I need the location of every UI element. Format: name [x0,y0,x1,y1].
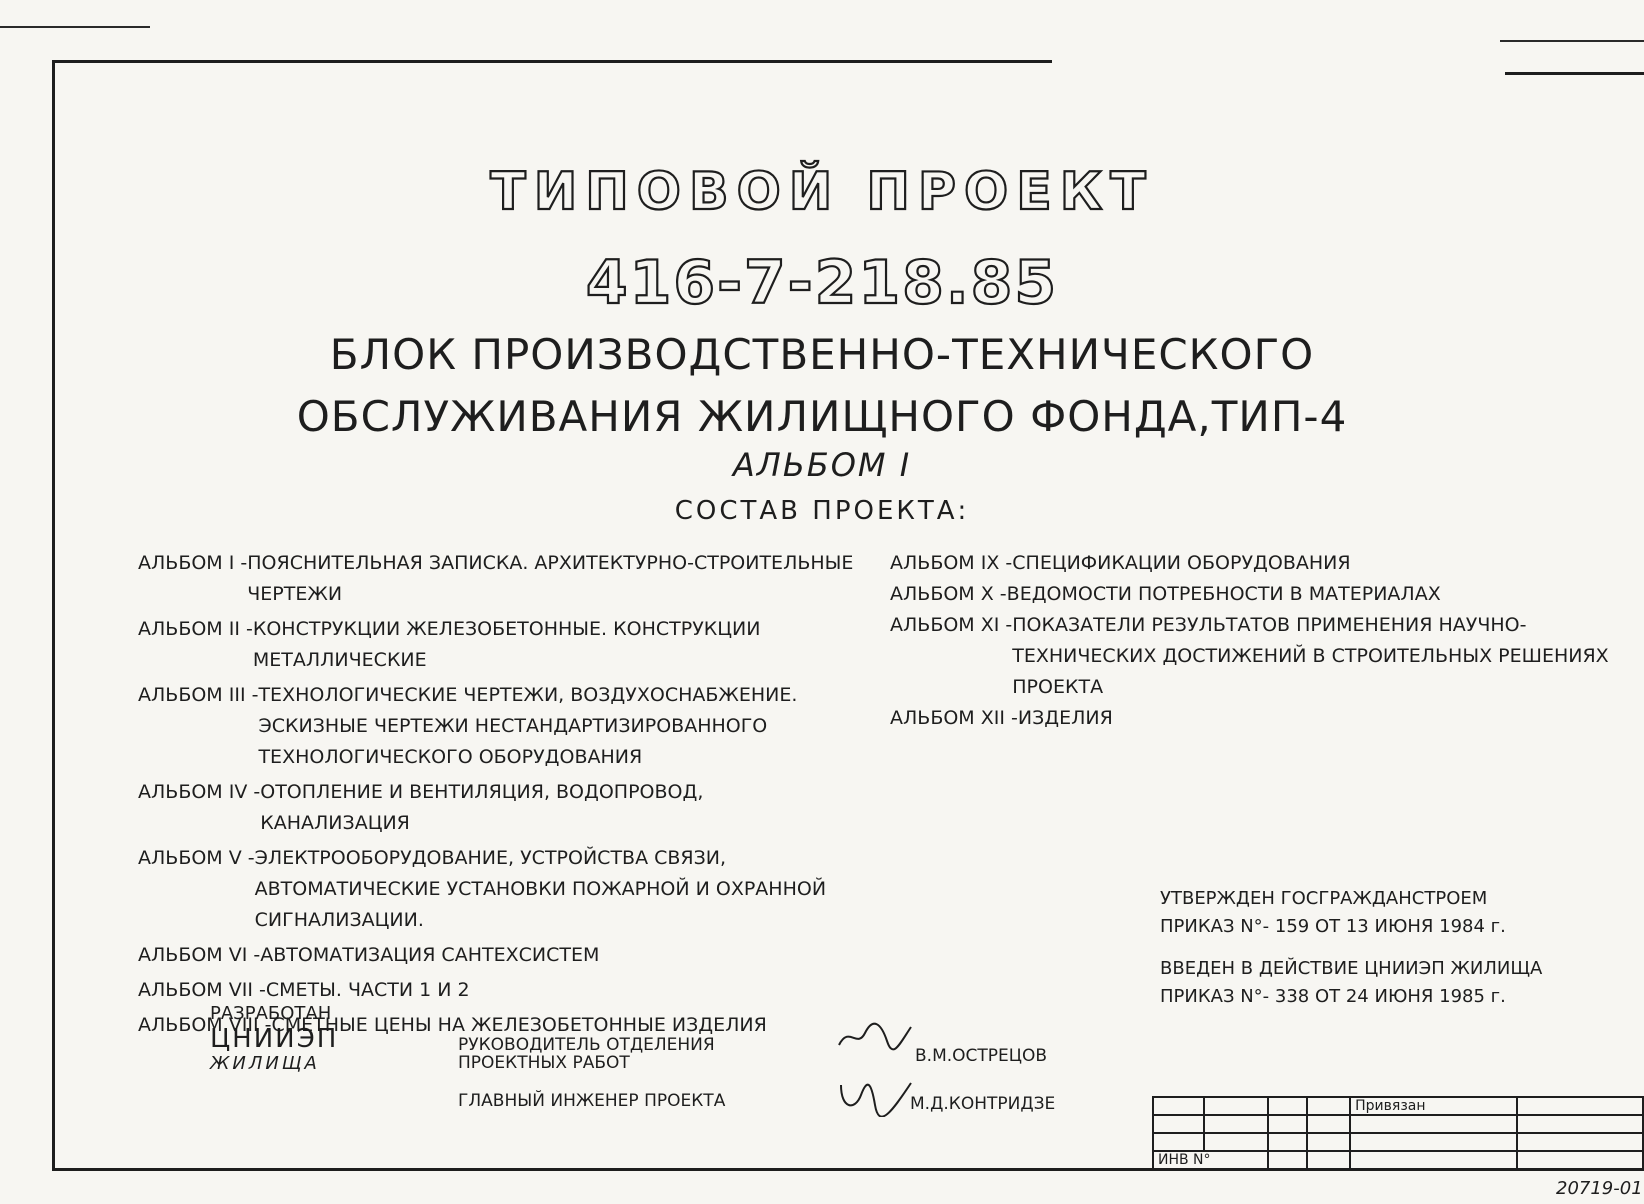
stamp-cell [1268,1097,1307,1115]
stamp-cell [1153,1133,1204,1151]
approval-line: ПРИКАЗ N°- 159 ОТ 13 ИЮНЯ 1984 г. [1160,916,1506,937]
stamp-cell [1268,1151,1307,1169]
stamp-cell [1517,1151,1643,1169]
signatory-role: РУКОВОДИТЕЛЬ ОТДЕЛЕНИЯ ПРОЕКТНЫХ РАБОТ [458,1035,715,1073]
stamp-cell [1307,1115,1350,1133]
stamp-cell [1307,1133,1350,1151]
album-entry-head: АЛЬБОМ III - [138,684,259,706]
album-entry-text: ЭЛЕКТРООБОРУДОВАНИЕ, УСТРОЙСТВА СВЯЗИ, АВТОМАТИЧЕСКИЕ УСТАНОВКИ ПОЖАРНОЙ И ОХРАННОЙ СИГНАЛИЗАЦИИ. [254,847,827,931]
handwritten-signature [835,1015,915,1055]
album-entry-head: АЛЬБОМ VII - [138,979,266,1001]
signatory-name: В.М.ОСТРЕЦОВ [915,1046,1048,1066]
album-entry-text: ТЕХНОЛОГИЧЕСКИЕ ЧЕРТЕЖИ, ВОЗДУХОСНАБЖЕНИЕ. ЭСКИЗНЫЕ ЧЕРТЕЖИ НЕСТАНДАРТИЗИРОВАННОГО ТЕХНОЛОГИЧЕСКОГО ОБОРУДОВАНИЯ [258,684,798,768]
developer-block [210,1002,338,1076]
stamp-cell [1517,1097,1643,1115]
stamp-cell [1204,1115,1268,1133]
stamp-cell [1268,1115,1307,1133]
developer-org-sub: ЖИЛИЩА [210,1053,320,1074]
album-entry-head: АЛЬБОМ VI - [138,944,261,966]
stamp-cell [1350,1133,1517,1151]
project-number: 416-7-218.85 [585,248,1059,318]
album-entry [890,703,1630,734]
album-entry-head: АЛЬБОМ X - [890,583,1007,605]
title-block-table [1152,1096,1644,1170]
stamp-cell [1517,1115,1643,1133]
album-entry [890,548,1630,579]
album-entry-head: АЛЬБОМ V - [138,847,255,869]
album-entry-text: ИЗДЕЛИЯ [1017,707,1113,729]
stamp-cell [1517,1133,1643,1151]
developer-label: РАЗРАБОТАН [210,1003,332,1024]
stamp-cell [1204,1133,1268,1151]
album-entry-text: ПОКАЗАТЕЛИ РЕЗУЛЬТАТОВ ПРИМЕНЕНИЯ НАУЧНО-ТЕХНИЧЕСКИХ ДОСТИЖЕНИЙ В СТРОИТЕЛЬНЫХ РЕШЕНИЯХ ПРОЕКТА [1012,614,1609,698]
album-entry-text: АВТОМАТИЗАЦИЯ САНТЕХСИСТЕМ [260,944,600,966]
frame-top-line [52,60,1052,63]
stamp-cell [1350,1115,1517,1133]
album-entry [890,610,1630,703]
album-entry [138,777,858,839]
album-entry-head: АЛЬБОМ IX - [890,552,1013,574]
approval-gap [1160,941,1542,955]
frame-outer-top-line [0,26,150,28]
stamp-cell [1307,1151,1350,1169]
document-number: 20719-01 [1556,1178,1643,1199]
frame-right-top-line [1505,72,1644,75]
stamp-cell [1268,1133,1307,1151]
document-title: ТИПОВОЙ ПРОЕКТ [490,162,1154,222]
developer-org: ЦНИИЭП [210,1024,339,1054]
signatory-role: ГЛАВНЫЙ ИНЖЕНЕР ПРОЕКТА [458,1091,726,1111]
album-entry [138,614,858,676]
album-list-right [890,548,1630,734]
album-entry-head: АЛЬБОМ I - [138,552,248,574]
stamp-cell [1307,1097,1350,1115]
album-entry-text: КОНСТРУКЦИИ ЖЕЛЕЗОБЕТОННЫЕ. КОНСТРУКЦИИ МЕТАЛЛИЧЕСКИЕ [252,618,761,671]
album-entry-text: ВЕДОМОСТИ ПОТРЕБНОСТИ В МАТЕРИАЛАХ [1006,583,1441,605]
project-name-line-2: ОБСЛУЖИВАНИЯ ЖИЛИЩНОГО ФОНДА,ТИП-4 [296,392,1348,441]
stamp-cell [1153,1115,1204,1133]
stamp-cell [1204,1097,1268,1115]
album-entry [138,680,858,773]
stamp-inv-label: ИНВ N° [1153,1151,1268,1169]
handwritten-signature [835,1075,915,1117]
signatory-name: М.Д.КОНТРИДЗЕ [910,1094,1056,1114]
approval-line: УТВЕРЖДЕН ГОСГРАЖДАНСТРОЕМ [1160,888,1488,909]
album-entry-text: СПЕЦИФИКАЦИИ ОБОРУДОВАНИЯ [1012,552,1351,574]
album-entry-text: ПОЯСНИТЕЛЬНАЯ ЗАПИСКА. АРХИТЕКТУРНО-СТРОИТЕЛЬНЫЕ ЧЕРТЕЖИ [247,552,854,605]
album-entry [890,579,1630,610]
album-title: АЛЬБОМ I [732,446,912,484]
album-entry-head: АЛЬБОМ IV - [138,781,261,803]
album-entry [138,548,858,610]
frame-outer-right-line [1500,40,1644,42]
album-entry-text: СМЕТНЫЕ ЦЕНЫ НА ЖЕЛЕЗОБЕТОННЫЕ ИЗДЕЛИЯ [271,1014,767,1036]
stamp-bound-label: Привязан [1350,1097,1517,1115]
approval-line: ВВЕДЕН В ДЕЙСТВИЕ ЦНИИЭП ЖИЛИЩА [1160,958,1543,979]
approval-block [1160,885,1542,1011]
composition-title: СОСТАВ ПРОЕКТА: [674,496,970,526]
project-name-line-1: БЛОК ПРОИЗВОДСТВЕННО-ТЕХНИЧЕСКОГО [329,330,1315,379]
album-entry-text: СМЕТЫ. ЧАСТИ 1 И 2 [265,979,470,1001]
album-entry-text: ОТОПЛЕНИЕ И ВЕНТИЛЯЦИЯ, ВОДОПРОВОД, КАНАЛИЗАЦИЯ [260,781,704,834]
album-entry-head: АЛЬБОМ XI - [890,614,1013,636]
album-entry-head: АЛЬБОМ VIII - [138,1014,272,1036]
stamp-cell [1350,1151,1517,1169]
frame-left-line [52,60,55,1170]
approval-line: ПРИКАЗ N°- 338 ОТ 24 ИЮНЯ 1985 г. [1160,986,1506,1007]
album-list-left [138,548,858,1045]
stamp-cell [1153,1097,1204,1115]
album-entry-head: АЛЬБОМ II - [138,618,253,640]
album-entry-head: АЛЬБОМ XII - [890,707,1018,729]
album-entry [138,843,858,936]
album-entry [138,940,858,971]
